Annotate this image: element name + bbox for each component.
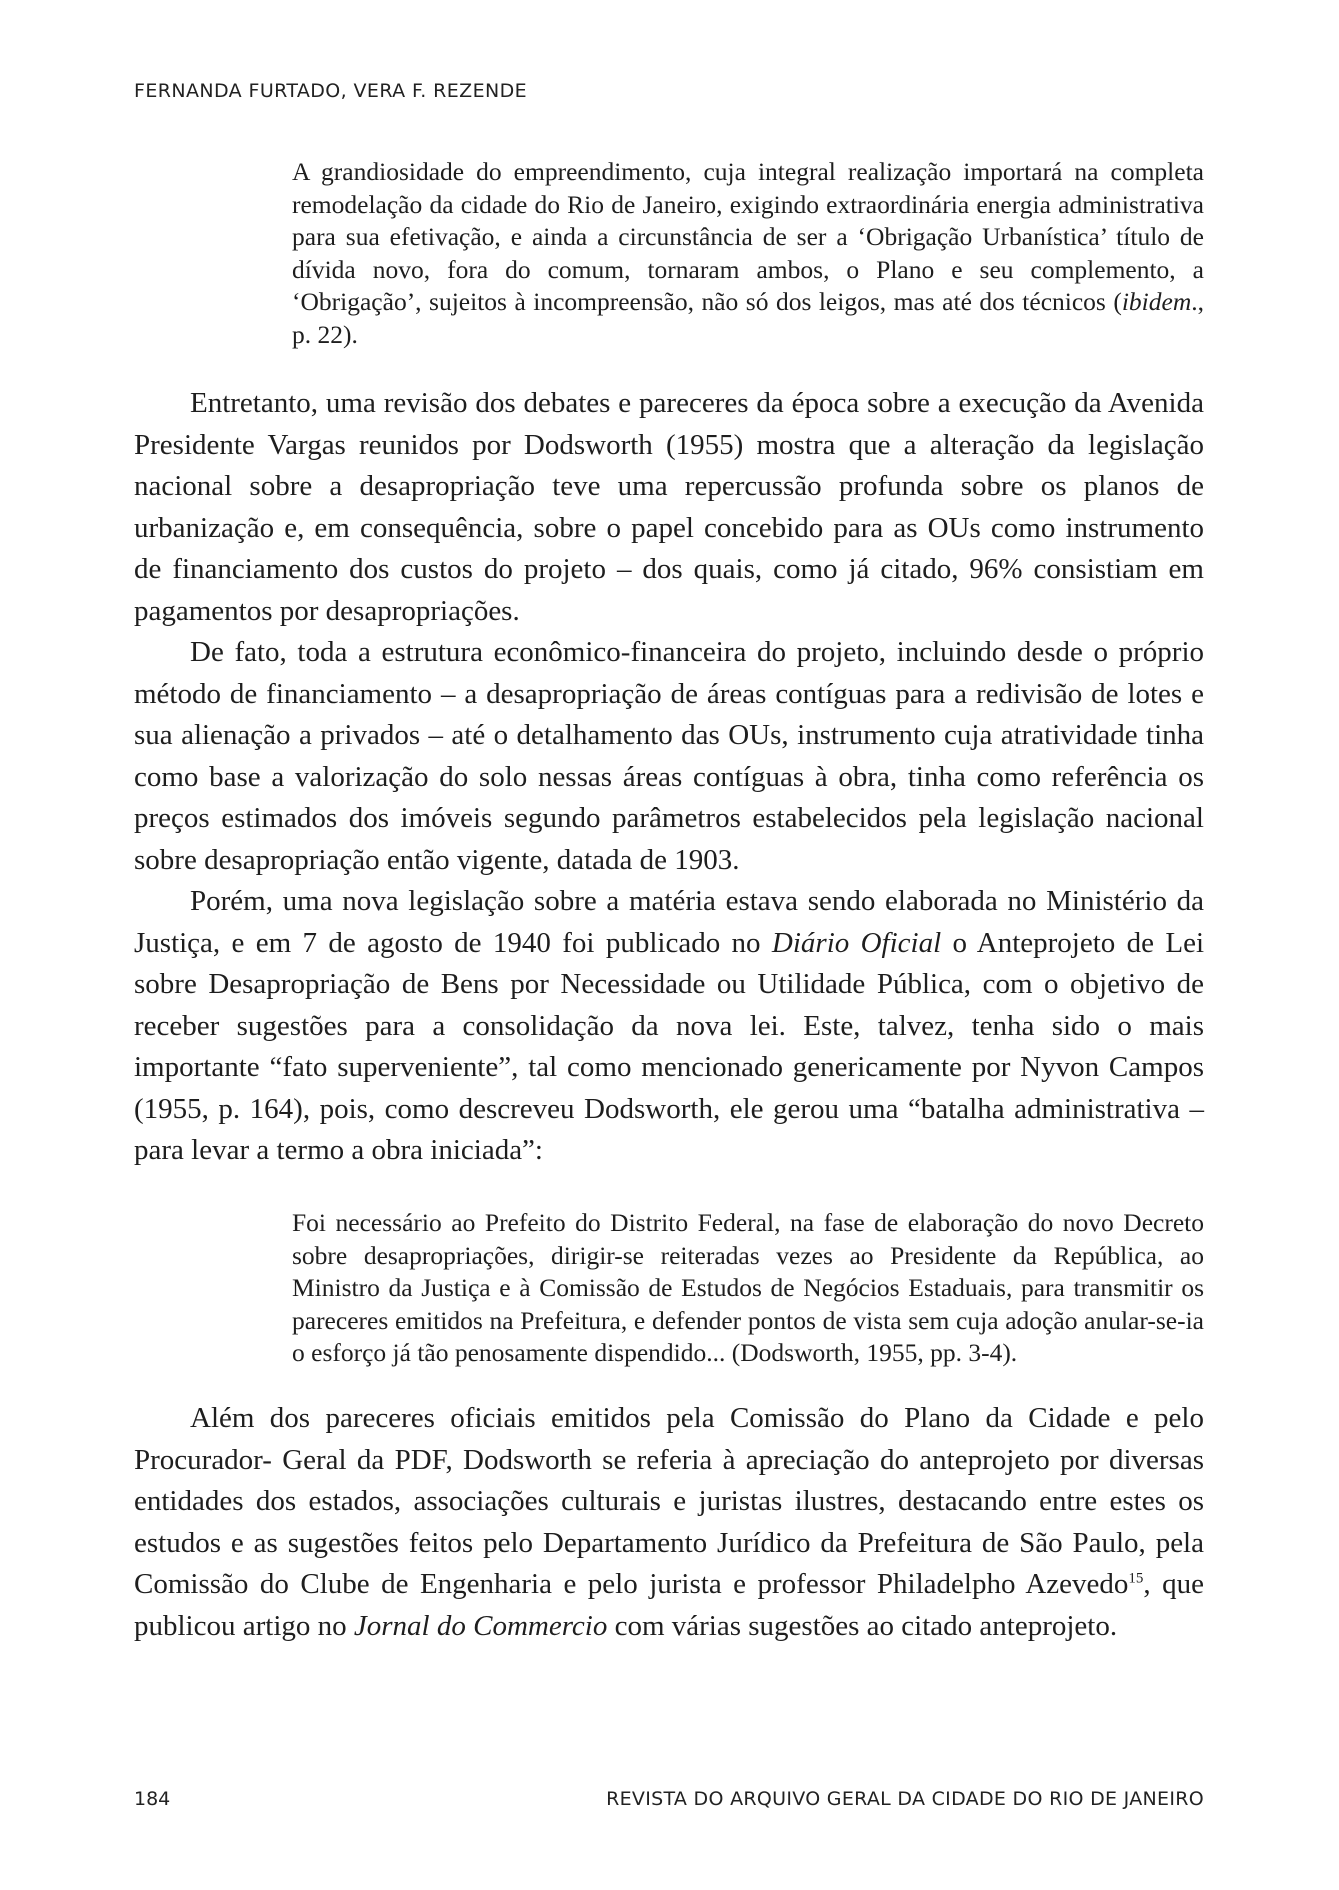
quote-1-italic: ibidem	[1121, 287, 1192, 316]
paragraph-4-italic: Jornal do Commercio	[353, 1609, 608, 1642]
quote-1-after: ., p. 22).	[292, 287, 1204, 349]
paragraph-1: Entretanto, uma revisão dos debates e pareceres da época sobre a execução da Avenida Presidente Vargas reunidos por Dodsworth (1955) mostra que a alteração da legislação nacional sobre a desapropriação teve uma repercussão profunda sobre os planos de urbanização e, em consequência, sobre o papel concebido para as OUs como instrumento de financiamento dos custos do projeto – dos quais, como já citado, 96% consistiam em pagamentos por desapropriações.	[134, 387, 1204, 627]
page-number: 184	[134, 1788, 171, 1810]
running-header-authors: FERNANDA FURTADO, VERA F. REZENDE	[134, 80, 528, 102]
paragraph-4	[134, 1398, 1204, 1647]
paragraph-3	[134, 881, 1204, 1172]
paragraph-3-italic: Diário Oficial	[771, 926, 942, 959]
block-quote-1	[292, 156, 1204, 351]
journal-title: REVISTA DO ARQUIVO GERAL DA CIDADE DO RIO DE JANEIRO	[606, 1788, 1204, 1810]
paragraph-4-before: Além dos pareceres oficiais emitidos pela Comissão do Plano da Cidade e pelo Procurador- Geral da PDF, Dodsworth se referia à apreciação do anteprojeto por diversas entidades dos estados, associações culturais e juristas ilustres, destacando entre estes os estudos e as sugestões feitos pelo Departamento Jurídico da Prefeitura de São Paulo, pela Comissão do Clube de Engenharia e pelo jurista e professor Philadelpho Azevedo	[134, 1402, 1204, 1600]
paragraph-4-middle: , que publicou artigo no	[134, 1568, 1204, 1642]
body-text-block-1	[134, 383, 1204, 1172]
paragraph-3-after: o Anteprojeto de Lei sobre Desapropriação de Bens por Necessidade ou Utilidade Pública, com o objetivo de receber sugestões para a consolidação da nova lei. Este, talvez, tenha sido o mais importante “fato superveniente”, tal como mencionado genericamente por Nyvon Campos (1955, p. 164), pois, como descreveu Dodsworth, ele gerou uma “batalha administrativa – para levar a termo a obra iniciada”:	[134, 926, 1204, 1166]
block-quote-2: Foi necessário ao Prefeito do Distrito Federal, na fase de elaboração do novo Decreto sobre desapropriações, dirigir-se reiteradas vezes ao Presidente da República, ao Ministro da Justiça e à Comissão de Estudos de Negócios Estaduais, para transmitir os pareceres emitidos na Prefeitura, e defender pontos de vista sem cuja adoção anular-se-ia o esforço já tão penosamente dispendido... (Dodsworth, 1955, pp. 3-4).	[292, 1208, 1204, 1367]
footnote-marker[interactable]: 15	[1128, 1570, 1144, 1587]
body-text-block-2	[134, 1398, 1204, 1647]
paragraph-4-after: com várias sugestões ao citado anteprojeto.	[607, 1609, 1118, 1642]
paragraph-2: De fato, toda a estrutura econômico-financeira do projeto, incluindo desde o próprio método de financiamento – a desapropriação de áreas contíguas para a redivisão de lotes e sua alienação a privados – até o detalhamento das OUs, instrumento cuja atratividade tinha como base a valorização do solo nessas áreas contíguas à obra, tinha como referência os preços estimados dos imóveis segundo parâmetros estabelecidos pela legislação nacional sobre desapropriação então vigente, datada de 1903.	[134, 636, 1204, 876]
quote-1-text: A grandiosidade do empreendimento, cuja integral realização importará na completa remodelação da cidade do Rio de Janeiro, exigindo extraordinária energia administrativa para sua efetivação, e ainda a circunstância de ser a ‘Obrigação Urbanística’ título de dívida novo, fora do comum, tornaram ambos, o Plano e seu complemento, a ‘Obrigação’, sujeitos à incompreensão, não só dos leigos, mas até dos técnicos (	[292, 157, 1204, 316]
paragraph-3-before: Porém, uma nova legislação sobre a matéria estava sendo elaborada no Ministério da Justiça, e em 7 de agosto de 1940 foi publicado no	[134, 885, 1204, 959]
